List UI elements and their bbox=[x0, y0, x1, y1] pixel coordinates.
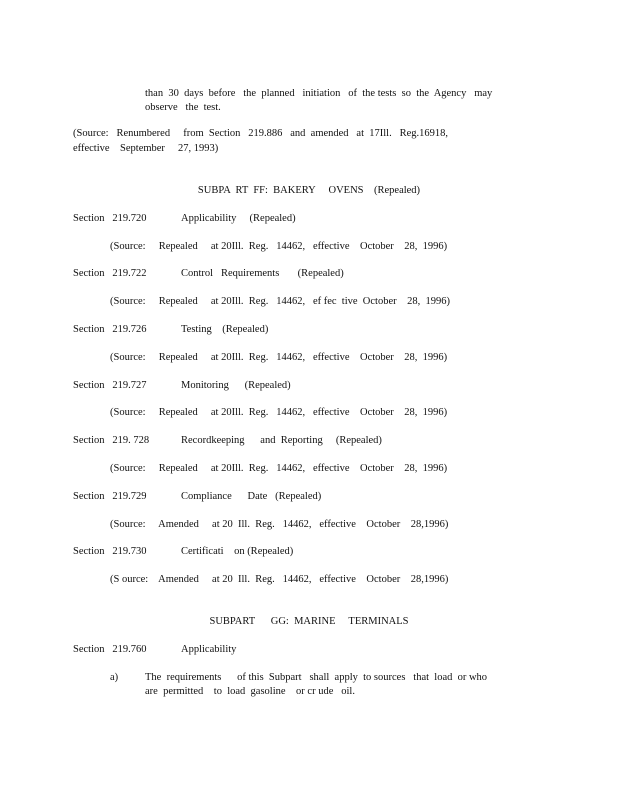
section-title: Compliance Date (Repealed) bbox=[181, 491, 322, 502]
section-number: Section 219.726 bbox=[73, 324, 147, 335]
intro-line-2: observe the test. bbox=[145, 102, 221, 113]
item-text-line-2: are permitted to load gasoline or cr ude oil. bbox=[145, 686, 355, 697]
section-number: Section 219. 728 bbox=[73, 435, 150, 446]
item-text-line-1: The requirements of this Subpart shall apply to sources that load or who bbox=[145, 672, 488, 683]
section-number: Section 219.727 bbox=[73, 380, 147, 391]
intro-line-1: than 30 days before the planned initiation of the tests so the Agency may bbox=[145, 88, 493, 99]
section-title: Certificati on (Repealed) bbox=[181, 546, 294, 557]
section-number: Section 219.760 bbox=[73, 644, 147, 655]
section-title: Applicability (Repealed) bbox=[181, 213, 296, 224]
section-number: Section 219.730 bbox=[73, 546, 147, 557]
subpart-ff-heading: SUBPA RT FF: BAKERY OVENS (Repealed) bbox=[197, 185, 421, 196]
section-source: (Source: Repealed at 20Ill. Reg. 14462, effective October 28, 1996) bbox=[110, 241, 448, 252]
section-title: Monitoring (Repealed) bbox=[181, 380, 291, 391]
section-title: Testing (Repealed) bbox=[181, 324, 269, 335]
intro-source-line-1: (Source: Renumbered from Section 219.886 and amended at 17Ill. Reg.16918, bbox=[73, 128, 449, 139]
section-title: Control Requirements (Repealed) bbox=[181, 268, 344, 279]
section-number: Section 219.729 bbox=[73, 491, 147, 502]
section-title: Applicability bbox=[181, 644, 237, 655]
section-source: (Source: Amended at 20 Ill. Reg. 14462, effective October 28,1996) bbox=[110, 519, 449, 530]
intro-source-line-2: effective September 27, 1993) bbox=[73, 143, 219, 154]
item-label: a) bbox=[110, 672, 119, 683]
section-source: (S ource: Amended at 20 Ill. Reg. 14462, effective October 28,1996) bbox=[110, 574, 449, 585]
subpart-gg-heading: SUBPART GG: MARINE TERMINALS bbox=[209, 616, 409, 627]
section-source: (Source: Repealed at 20Ill. Reg. 14462, ef fec tive October 28, 1996) bbox=[110, 296, 450, 307]
section-source: (Source: Repealed at 20Ill. Reg. 14462, effective October 28, 1996) bbox=[110, 407, 448, 418]
section-number: Section 219.720 bbox=[73, 213, 147, 224]
section-source: (Source: Repealed at 20Ill. Reg. 14462, effective October 28, 1996) bbox=[110, 463, 448, 474]
section-title: Recordkeeping and Reporting (Repealed) bbox=[181, 435, 382, 446]
section-source: (Source: Repealed at 20Ill. Reg. 14462, effective October 28, 1996) bbox=[110, 352, 448, 363]
section-number: Section 219.722 bbox=[73, 268, 147, 279]
